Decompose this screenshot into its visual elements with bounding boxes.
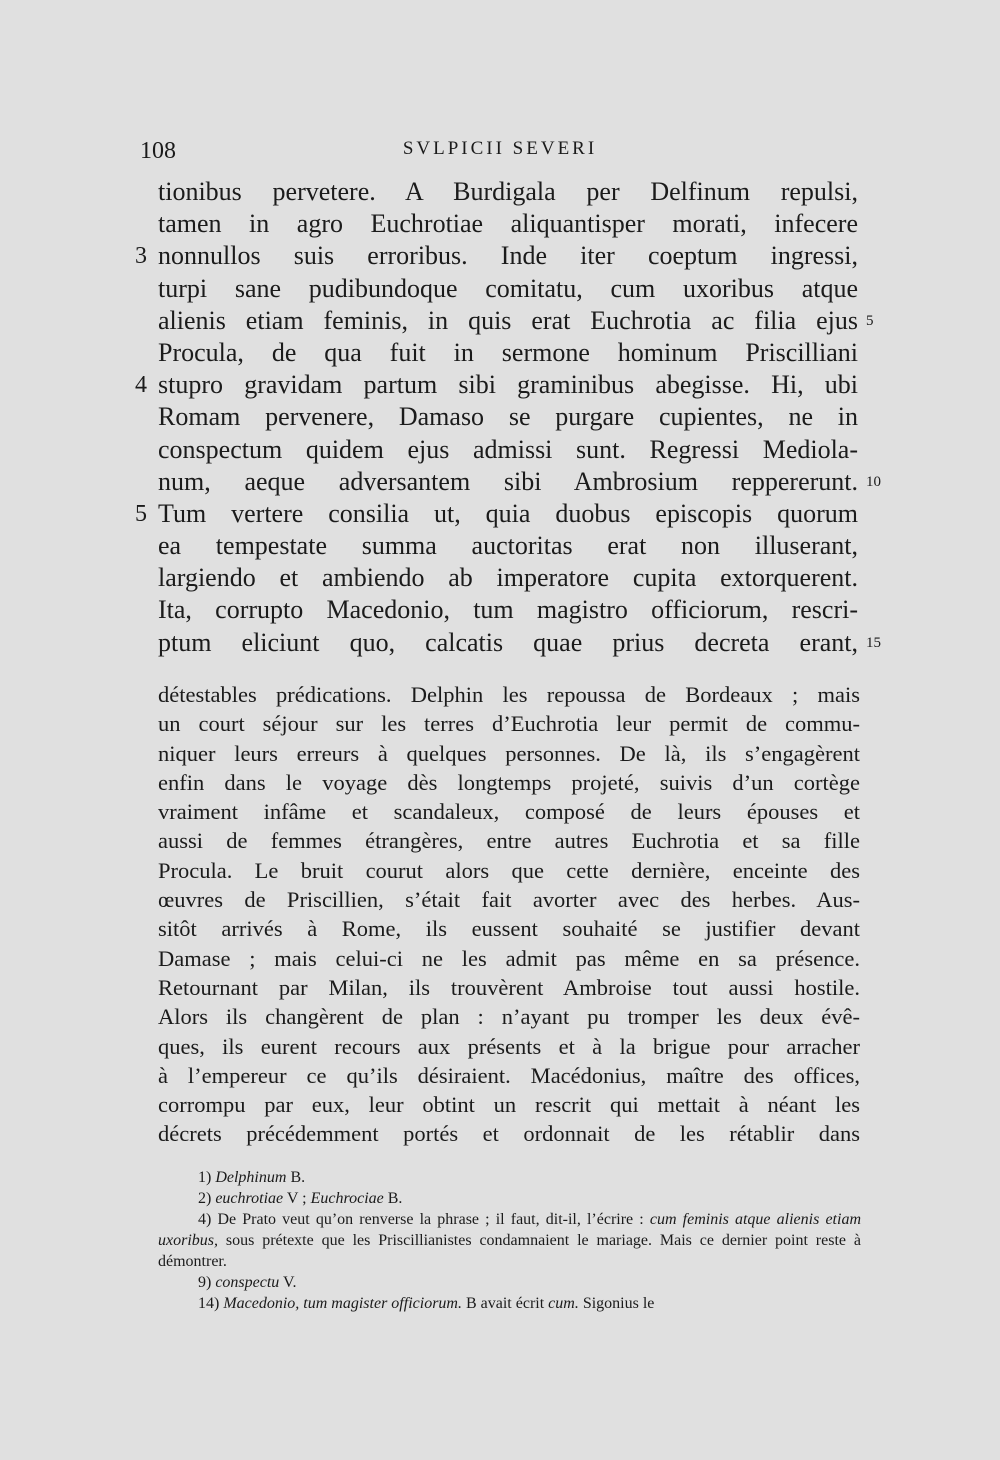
footnote [158,1293,861,1314]
footnote [158,1167,861,1188]
footnote-text: cum. [548,1295,579,1312]
footnote-text: V. [279,1274,297,1291]
latin-line-text: Romam pervenere, Damaso se purgare cupientes, ne in [158,402,858,432]
line-number: 10 [866,473,881,490]
latin-line-text: num, aeque adversantem sibi Ambrosium reppererunt. [158,466,858,496]
latin-line [158,337,858,369]
french-line: détestables prédications. Delphin les repoussa de Bordeaux ; mais [158,682,860,707]
latin-line [158,273,858,305]
latin-line-text: Procula, de qua fuit in sermone hominum Priscilliani [158,337,858,367]
french-line: corrompu par eux, leur obtint un rescrit qui mettait à néant les [158,1092,860,1118]
french-line: Retournant par Milan, ils trouvèrent Ambroise tout aussi hostile. [158,974,860,1000]
line-number: 15 [866,634,881,651]
french-line: ques, ils eurent recours aux présents et à la brigue pour arracher [158,1033,860,1059]
footnote-text: Euchrociae [310,1190,384,1207]
footnote-number: 1) [198,1169,212,1186]
footnote [158,1188,861,1209]
chapter-number: 5 [135,500,147,527]
footnote-text: Sigonius le [578,1295,655,1312]
french-line: aussi de femmes étrangères, entre autres Euchrotia et sa fille [158,828,860,854]
footnote-text: cum feminis atque alienis etiam uxoribus, [158,1211,861,1249]
latin-line [158,305,874,337]
latin-line-text: tamen in agro Euchrotiae aliquantisper morati, infecere [158,209,858,239]
french-line: Alors ils changèrent de plan : n’ayant pu tromper les deux évê- [158,1004,860,1030]
latin-line [158,401,858,433]
footnote-text: euchrotiae [215,1190,284,1207]
latin-line [135,369,858,401]
line-number: 5 [866,312,874,329]
latin-line [158,466,881,498]
latin-line-text: Ita, corrupto Macedonio, tum magistro officiorum, rescri- [158,595,858,625]
footnote-text: B. [383,1190,403,1207]
latin-line [158,562,858,594]
french-line: Damase ; mais celui-ci ne les admit pas même en sa présence. [158,945,860,971]
latin-line-text: stupro gravidam partum sibi graminibus abegisse. Hi, ubi [158,370,858,400]
latin-line-text: nonnullos suis erroribus. Inde iter coeptum ingressi, [158,241,858,271]
latin-line-text: conspectum quidem ejus admissi sunt. Regressi Mediola- [158,434,858,464]
french-line: décrets précédemment portés et ordonnait de les rétablir dans [158,1121,860,1147]
footnote-number: 9) [198,1274,212,1291]
footnote-text: sous prétexte que les Priscillianistes condamnaient le mariage. Mais ce dernier point reste à démontrer. [158,1232,861,1270]
footnotes [158,1167,861,1314]
french-line: à l’empereur ce qu’ils désiraient. Macédonius, maître des offices, [158,1062,860,1088]
french-line: enfin dans le voyage dès longtemps projeté, suivis d’un cortège [158,769,860,795]
latin-line-text: largiendo et ambiendo ab imperatore cupita extorquerent. [158,563,858,593]
french-translation-block [158,680,860,1149]
latin-line [158,208,858,240]
latin-line-text: alienis etiam feminis, in quis erat Euchrotia ac filia ejus [158,305,858,335]
french-line: niquer leurs erreurs à quelques personnes. De là, ils s’engagèrent [158,740,860,766]
latin-text-block [135,176,881,659]
page-number: 108 [140,138,176,164]
footnote-number: 4) [198,1211,212,1228]
footnote-text: Macedonio, tum magister officiorum. [223,1295,462,1312]
latin-line [158,176,858,208]
latin-line-text: ea tempestate summa auctoritas erat non illuserant, [158,531,858,561]
french-line: œuvres de Priscillien, s’était fait avorter avec des herbes. Aus- [158,887,860,913]
french-line: un court séjour sur les terres d’Euchrotia leur permit de commu- [158,711,860,737]
latin-line [135,498,858,530]
chapter-number: 3 [135,243,147,270]
french-line: sitôt arrivés à Rome, ils eussent souhaité se justifier devant [158,916,860,942]
footnote-text: Delphinum [215,1169,287,1186]
latin-line [135,240,858,272]
french-line: vraiment infâme et scandaleux, composé de leurs épouses et [158,799,860,825]
latin-line [158,594,858,626]
latin-line-text: ptum eliciunt quo, calcatis quae prius decreta erant, [158,627,858,657]
latin-line-text: Tum vertere consilia ut, quia duobus episcopis quorum [158,498,858,528]
footnote-text: De Prato veut qu’on renverse la phrase ; il faut, dit-il, l’écrire : [217,1211,650,1228]
chapter-number: 4 [135,372,147,399]
latin-line [158,627,881,659]
footnote-text: B avait écrit [461,1295,549,1312]
footnote [158,1209,861,1272]
latin-line-text: turpi sane pudibundoque comitatu, cum uxoribus atque [158,273,858,303]
footnote-text: conspectu [215,1274,280,1291]
page-header [140,138,860,168]
french-line: Procula. Le bruit courut alors que cette dernière, enceinte des [158,857,860,883]
latin-line [158,530,858,562]
latin-line [158,434,858,466]
footnote-text: V ; [283,1190,311,1207]
latin-line-text: tionibus pervetere. A Burdigala per Delfinum repulsi, [158,177,858,206]
footnote-number: 2) [198,1190,212,1207]
running-title: SVLPICII SEVERI [402,138,598,159]
footnote-number: 14) [198,1295,220,1312]
footnote-text: B. [286,1169,306,1186]
footnote [158,1272,861,1293]
